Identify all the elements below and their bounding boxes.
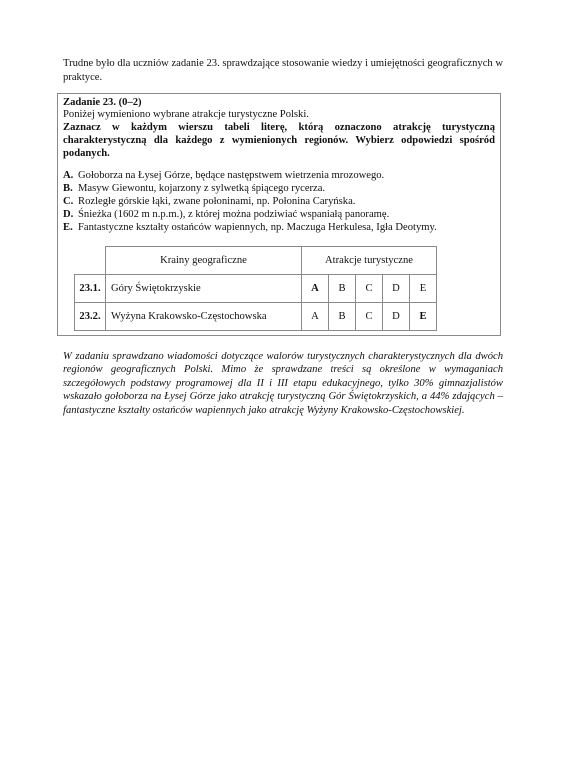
letter-b-cell[interactable]: B bbox=[329, 275, 356, 303]
letter-d-cell[interactable]: D bbox=[383, 303, 410, 331]
table-row bbox=[75, 303, 437, 331]
option-text: Masyw Giewontu, kojarzony z sylwetką śpiącego rycerza. bbox=[78, 183, 326, 194]
task-title: Zadanie 23. (0–2) bbox=[63, 97, 142, 108]
intro-paragraph: Trudne było dla uczniów zadanie 23. sprawdzające stosowanie wiedzy i umiejętności geograficznych w praktyce. bbox=[63, 58, 503, 83]
option-letter: A. bbox=[63, 170, 74, 181]
task-instruction: Zaznacz w każdym wierszu tabeli literę, którą oznaczono atrakcję turystyczną charakterystyczną dla każdego z wymienionych regionów. Wybierz odpowiedzi spośród podanych. bbox=[63, 122, 495, 159]
option-text: Gołoborza na Łysej Górze, będące następstwem wietrzenia mrozowego. bbox=[78, 170, 385, 181]
table-row bbox=[75, 275, 437, 303]
option-text: Fantastyczne kształty ostańców wapiennych, np. Maczuga Herkulesa, Igła Deotymy. bbox=[78, 222, 437, 233]
letter-a-cell[interactable]: A bbox=[302, 303, 329, 331]
option-letter: C. bbox=[63, 196, 74, 207]
option-a bbox=[63, 169, 495, 182]
answer-options bbox=[63, 169, 495, 234]
letter-e-cell[interactable]: E bbox=[410, 303, 437, 331]
row-number: 23.2. bbox=[75, 303, 106, 331]
letter-c-cell[interactable]: C bbox=[356, 303, 383, 331]
region-name: Góry Świętokrzyskie bbox=[106, 275, 302, 303]
option-text: Śnieżka (1602 m n.p.m.), z której można podziwiać wspaniałą panoramę. bbox=[78, 209, 390, 220]
letter-c-cell[interactable]: C bbox=[356, 275, 383, 303]
table-header-row bbox=[75, 247, 437, 275]
option-d bbox=[63, 208, 495, 221]
header-regions: Krainy geograficzne bbox=[106, 247, 302, 275]
option-text: Rozległe górskie łąki, zwane połoninami, np. Połonina Caryńska. bbox=[78, 196, 356, 207]
answer-table bbox=[74, 246, 437, 331]
row-number: 23.1. bbox=[75, 275, 106, 303]
option-b bbox=[63, 182, 495, 195]
letter-b-cell[interactable]: B bbox=[329, 303, 356, 331]
option-letter: B. bbox=[63, 183, 73, 194]
option-c bbox=[63, 195, 495, 208]
commentary-paragraph: W zadaniu sprawdzano wiadomości dotyczące walorów turystycznych charakterystycznych dla dwóch regionów geograficznych Polski. Mimo że sprawdzane treści są określone w wymaganiach szczegółowych podstawy programowej dla II i III etapu edukacyjnego, tylko 30% gimnazjalistów wskazało gołoborza na Łysej Górze jako atrakcję turystyczną Gór Świętokrzyskich, a 44% zdających – fantastyczne kształty ostańców wapiennych jako atrakcję Wyżyny Krakowsko-Częstochowskiej. bbox=[63, 351, 503, 416]
letter-d-cell[interactable]: D bbox=[383, 275, 410, 303]
region-name: Wyżyna Krakowsko-Częstochowska bbox=[106, 303, 302, 331]
table-corner bbox=[75, 247, 106, 275]
option-letter: D. bbox=[63, 209, 74, 220]
task-box bbox=[57, 93, 501, 336]
header-attractions: Atrakcje turystyczne bbox=[302, 247, 437, 275]
letter-e-cell[interactable]: E bbox=[410, 275, 437, 303]
task-lead: Poniżej wymieniono wybrane atrakcje turystyczne Polski. bbox=[63, 109, 309, 120]
option-letter: E. bbox=[63, 222, 73, 233]
letter-a-cell[interactable]: A bbox=[302, 275, 329, 303]
option-e bbox=[63, 221, 495, 234]
